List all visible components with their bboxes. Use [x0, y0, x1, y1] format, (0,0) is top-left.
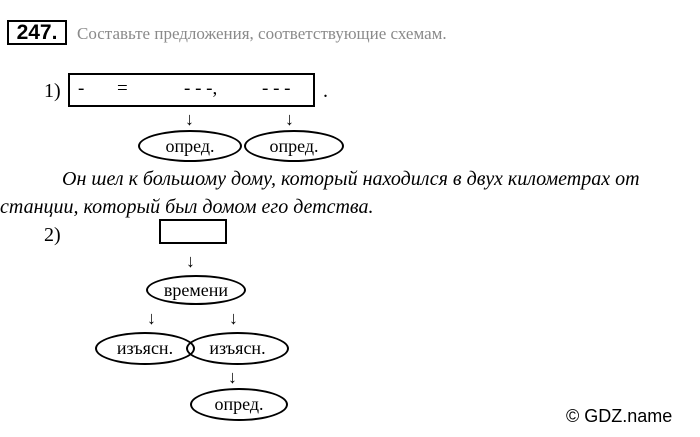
- scheme2-oval-explanatory-2: изъясн.: [186, 332, 289, 365]
- scheme1-subject-mark: -: [78, 78, 85, 99]
- scheme2-arrow-left: ↓: [147, 308, 156, 328]
- scheme1-end-period: .: [323, 80, 328, 102]
- scheme1-arrow-2: ↓: [285, 109, 294, 129]
- task-number: 247.: [7, 20, 67, 45]
- scheme2-arrow-bottom: ↓: [228, 367, 237, 387]
- scheme1-label: 1): [44, 80, 61, 102]
- task-instruction: Составьте предложения, соответствующие схемам.: [77, 24, 447, 43]
- scheme2-oval-explanatory-1: изъясн.: [95, 332, 195, 365]
- example-sentence: [0, 165, 700, 221]
- sentence-line-1: Он шел к большому дому, который находился в двух километрах от: [62, 168, 640, 190]
- scheme1-oval-attributive-2: опред.: [244, 130, 344, 162]
- scheme2-arrow-right: ↓: [229, 308, 238, 328]
- scheme2-box: [159, 219, 227, 244]
- scheme1-predicate-mark: =: [117, 78, 128, 99]
- scheme2-oval-attributive: опред.: [190, 388, 288, 421]
- watermark: © GDZ.name: [566, 406, 673, 426]
- scheme1-clause-mark-2: - - -: [262, 78, 291, 99]
- scheme2-oval-time: времени: [146, 275, 246, 305]
- scheme2-arrow-main: ↓: [186, 251, 195, 271]
- scheme2-label: 2): [44, 224, 61, 246]
- sentence-line-2: станции, который был домом его детства.: [0, 196, 374, 218]
- scheme1-oval-attributive-1: опред.: [138, 130, 242, 162]
- scheme1-arrow-1: ↓: [185, 109, 194, 129]
- scheme1-clause-mark-1: - - -,: [184, 78, 218, 99]
